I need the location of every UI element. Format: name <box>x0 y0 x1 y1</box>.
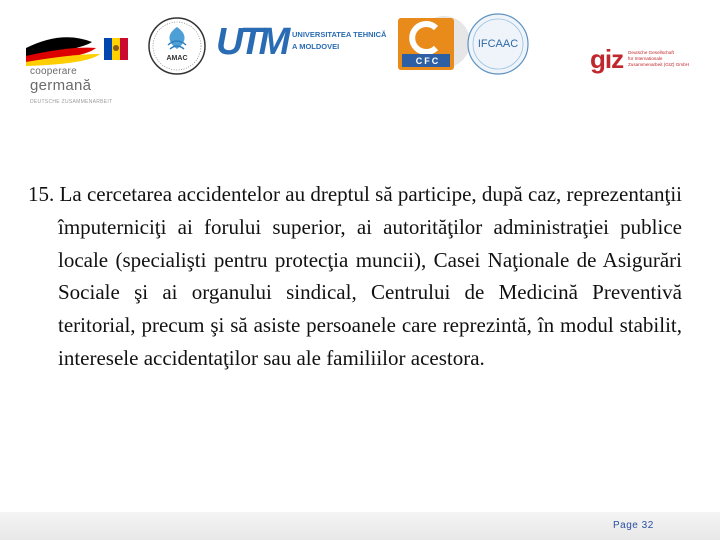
flag-ribbon-graphic <box>22 20 142 66</box>
page-number: Page 32 <box>613 520 654 531</box>
giz-line3: Zusammenarbeit (GIZ) GmbH <box>628 62 690 67</box>
giz-logo <box>590 44 710 78</box>
utm-name-line2: A MOLDOVEI <box>292 42 340 51</box>
footer-band <box>0 512 720 540</box>
cfc-logo <box>394 12 472 74</box>
amac-emblem <box>146 15 208 77</box>
cooperare-text: cooperare <box>30 66 77 77</box>
logo-header <box>0 0 720 105</box>
amac-logo <box>146 15 208 77</box>
giz-line1: Deutsche Gesellschaft <box>628 50 674 55</box>
giz-wordmark: giz <box>590 44 624 74</box>
ifcaac-text: IFCAAC <box>477 38 519 50</box>
germana-text: germană <box>30 77 92 94</box>
amac-text: AMAC <box>166 55 188 62</box>
cfc-text: CFC <box>415 56 441 66</box>
article-15-paragraph: 15. La cercetarea accidentelor au dreptul să participe, după caz, reprezentanţii împuterniciţi ai forului superior, ai autorităţilor administraţiei publice locale (specialişti pentru protecţia muncii), Casei Naţionale de Asigurări Sociale şi ai organului sindical, Centrului de Medicină Preventivă teritorial, precum şi să asiste persoanele care reprezintă, în modul stabilit, interesele accidentaţilor sau ale familiilor acestora. <box>28 182 682 370</box>
utm-name-line1: UNIVERSITATEA TEHNICĂ <box>292 30 387 39</box>
giz-line2: für Internationale <box>628 56 663 61</box>
ifcaac-logo <box>466 12 530 76</box>
utm-mark: UTM <box>216 21 287 63</box>
deutsche-zusammenarbeit-text: DEUTSCHE ZUSAMMENARBEIT <box>30 99 113 105</box>
utm-logo <box>214 20 394 68</box>
cooperare-germana-logo <box>22 20 142 105</box>
